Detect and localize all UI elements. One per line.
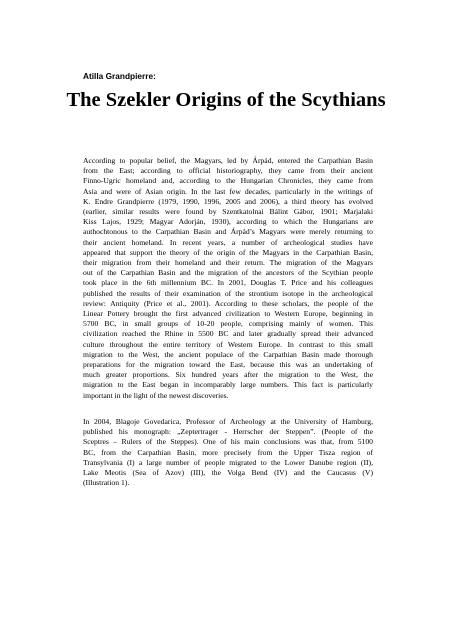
paragraph-line: review: Antiquity (Price et al., 2001). According to these scholars, the people of the (83, 298, 373, 308)
paragraph-line: Sceptres – Rulers of the Steppes). One of his main conclusions was that, from 5100 (83, 437, 373, 447)
paragraph-line: civilization reached the Rhine in 5500 BC and later gradually spread their advanced (83, 329, 373, 339)
paragraph-line: out of the Carpathian Basin and the migration of the ancestors of the Scythian people (83, 268, 373, 278)
paragraph-line: In 2004, Blagoje Govedarica, Professor of Archeology at the University of Hamburg, (83, 417, 373, 426)
paragraph-line: published the results of their examination of the strontium isotope in the archeological (83, 288, 373, 298)
paragraph-line: migration to the West, the ancient populace of the Carpathian Basin made thorough (83, 349, 373, 359)
paragraph-line: 5700 BC, in small groups of 10-20 people, comprising mainly of women. This (83, 319, 373, 329)
paragraph-line: culture throughout the entire territory of Western Europe. In contrast to this small (83, 339, 373, 349)
paragraph-line: K. Endre Grandpierre (1979, 1990, 1996, 2005 and 2006), a third theory has evolved (83, 196, 373, 206)
paragraph-line: (earlier, similar results were found by Szentkatolnai Bálint Gábor, 1901; Marjalaki (83, 207, 373, 217)
paragraph-2 (83, 417, 373, 488)
paragraph-line: Kiss Lajos, 1929; Magyar Adorján, 1930), according to which the Hungarians are (83, 217, 373, 227)
paragraph-line: much greater proportions. Six hundred years after the migration to the West, the (83, 370, 373, 380)
paragraph-line: preparations for the migration toward the East, because this was an undertaking of (83, 360, 373, 370)
author-name: Atilla Grandpierre: (83, 71, 156, 81)
paragraph-line: Lake Meotis (Sea of Azov) (III), the Volga Bend (IV) and the Caucasus (V) (83, 468, 373, 478)
paragraph-line: appeared that support the theory of the origin of the Magyars in the Carpathian Basin, (83, 247, 373, 257)
paragraph-line: their migration from their homeland and their return. The migration of the Magyars (83, 258, 373, 268)
paragraph-line: important in the light of the newest discoveries. (83, 390, 229, 400)
paragraph-line: Linear Pottery brought the first advanced civilization to Western Europe, beginning in (83, 309, 373, 319)
paragraph-line: their ancient homeland. In recent years, a number of archeological studies have (83, 237, 373, 247)
paragraph-line: from the East; according to official historiography, they came from their ancient (83, 166, 373, 176)
paragraph-line: took place in the 6th millennium BC. In 2001, Douglas T. Price and his colleagues (83, 278, 373, 288)
paragraph-line: BC, from the Carpathian Basin, more precisely from the Upper Tisza region of (83, 447, 373, 457)
paragraph-line: published his monograph: „Zeptertrager - Herrscher der Steppen”. (People of the (83, 427, 373, 437)
paragraph-line: (Illustration 1). (83, 478, 130, 488)
paragraph-line: Transylvania (I) a large number of people migrated to the Lower Danube region (II), (83, 457, 373, 467)
paragraph-line: migration to the East began in incomparably large numbers. This fact is particularly (83, 380, 373, 390)
paragraph-line: According to popular belief, the Magyars, led by Árpád, entered the Carpathian Basin (83, 156, 373, 165)
paragraph-line: Asia and were of Asian origin. In the last few decades, particularly in the writings of (83, 186, 373, 196)
paragraph-line: authochtonous to the Carpathian Basin and Árpád’s Magyars were merely returning to (83, 227, 373, 237)
paragraph-1 (83, 156, 373, 401)
page-title: The Szekler Origins of the Scythians (66, 89, 386, 111)
paragraph-line: Finno-Ugric homeland and, according to the Hungarian Chronicles, they came from (83, 176, 373, 186)
